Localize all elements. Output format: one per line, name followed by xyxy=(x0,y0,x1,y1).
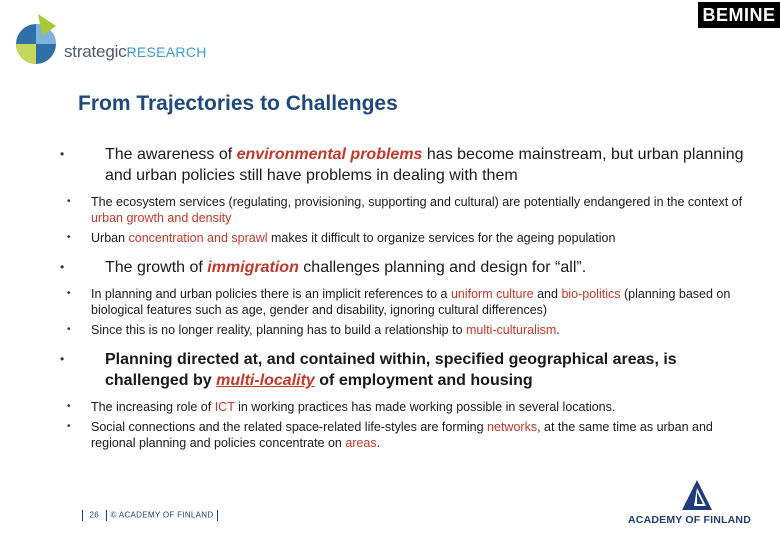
bemine-logo: BEMINE xyxy=(698,2,780,28)
sub-bullet-text: and xyxy=(533,287,562,301)
highlight-text: environmental problems xyxy=(236,146,423,163)
bullet-dot-icon: • xyxy=(60,352,65,366)
sub-bullet xyxy=(60,322,760,338)
highlight-text: concentration and sprawl xyxy=(128,231,268,245)
bullet-text: challenges planning and design for “all”. xyxy=(298,259,587,276)
bullet-dot-icon: • xyxy=(60,260,65,274)
logo-text-strategic: strategic xyxy=(64,42,127,61)
slide-content xyxy=(60,144,760,462)
sub-bullet-dot-icon: • xyxy=(67,401,71,412)
footer-divider xyxy=(217,510,218,521)
bullet-immigration xyxy=(60,257,760,278)
sub-bullet-text: Urban xyxy=(91,231,129,245)
sub-bullet-text: , at the same time as urban and regional planning and policies concentrate on xyxy=(91,420,713,450)
highlight-text: ICT xyxy=(214,400,235,414)
highlight-text: bio-politics xyxy=(561,287,621,301)
sub-bullet-list xyxy=(60,194,760,246)
strategic-research-logo-icon xyxy=(12,12,62,68)
highlight-text: urban growth and density xyxy=(91,211,232,225)
sub-bullet-text: Social connections and the related space-related life-styles are forming xyxy=(91,420,488,434)
sub-bullet-text: . xyxy=(556,323,560,337)
highlight-text: areas xyxy=(345,436,377,450)
bullet-text: Planning directed at, and contained within, specified geographical areas, is challenged by xyxy=(105,351,677,389)
footer-divider xyxy=(82,510,83,521)
sub-bullet xyxy=(60,286,760,318)
bullet-text: of employment and housing xyxy=(314,372,533,389)
sub-bullet-dot-icon: • xyxy=(67,324,71,335)
slide-title: From Trajectories to Challenges xyxy=(78,92,398,115)
logo-text-research: RESEARCH xyxy=(126,44,207,60)
academy-triangle-icon xyxy=(680,478,714,512)
sub-bullet xyxy=(60,230,760,246)
highlight-text: networks xyxy=(487,420,538,434)
sub-bullet-text: . xyxy=(376,436,381,450)
sub-bullet xyxy=(60,399,760,415)
sub-bullet xyxy=(60,419,760,451)
highlight-text: immigration xyxy=(207,259,299,276)
bullet-multi-locality xyxy=(60,349,760,391)
sub-bullet-text: In planning and urban policies there is an implicit references to a xyxy=(91,287,451,301)
highlight-text: uniform culture xyxy=(450,287,534,301)
highlight-text: multi-culturalism xyxy=(466,323,557,337)
sub-bullet-text: The increasing role of xyxy=(91,400,215,414)
bullet-text: The growth of xyxy=(105,259,208,276)
sub-bullet-text: The ecosystem services (regulating, provisioning, supporting and cultural) are potentially endangered in the context of xyxy=(91,195,743,209)
sub-bullet-text: Since this is no longer reality, planning has to build a relationship to xyxy=(91,323,466,337)
sub-bullet-list xyxy=(60,286,760,338)
sub-bullet-text: (planning based on biological features such as age, gender and disability, ignoring cultural differences) xyxy=(91,287,731,317)
bullet-environmental xyxy=(60,144,760,186)
footer-copyright: © ACADEMY OF FINLAND xyxy=(110,510,214,520)
highlight-text: multi-locality xyxy=(216,372,315,389)
strategic-research-logo xyxy=(12,12,242,68)
academy-of-finland-logo xyxy=(628,478,768,528)
logo-wordmark xyxy=(64,42,207,62)
sub-bullet-dot-icon: • xyxy=(67,288,71,299)
footer xyxy=(78,510,222,521)
academy-logo-text: ACADEMY OF FINLAND xyxy=(628,514,751,526)
bullet-text: The awareness of xyxy=(105,146,237,163)
sub-bullet-list xyxy=(60,399,760,451)
bullet-text: has become mainstream, but urban planning and urban policies still have problems in dealing with them xyxy=(105,146,744,184)
sub-bullet-dot-icon: • xyxy=(67,196,71,207)
bullet-dot-icon: • xyxy=(60,147,65,161)
footer-divider xyxy=(106,510,107,521)
sub-bullet-text: makes it difficult to organize services for the ageing population xyxy=(267,231,616,245)
sub-bullet-text: in working practices has made working possible in several locations. xyxy=(234,400,616,414)
sub-bullet xyxy=(60,194,760,226)
page-number: 26 xyxy=(89,510,100,520)
sub-bullet-dot-icon: • xyxy=(67,232,71,243)
sub-bullet-dot-icon: • xyxy=(67,421,71,432)
